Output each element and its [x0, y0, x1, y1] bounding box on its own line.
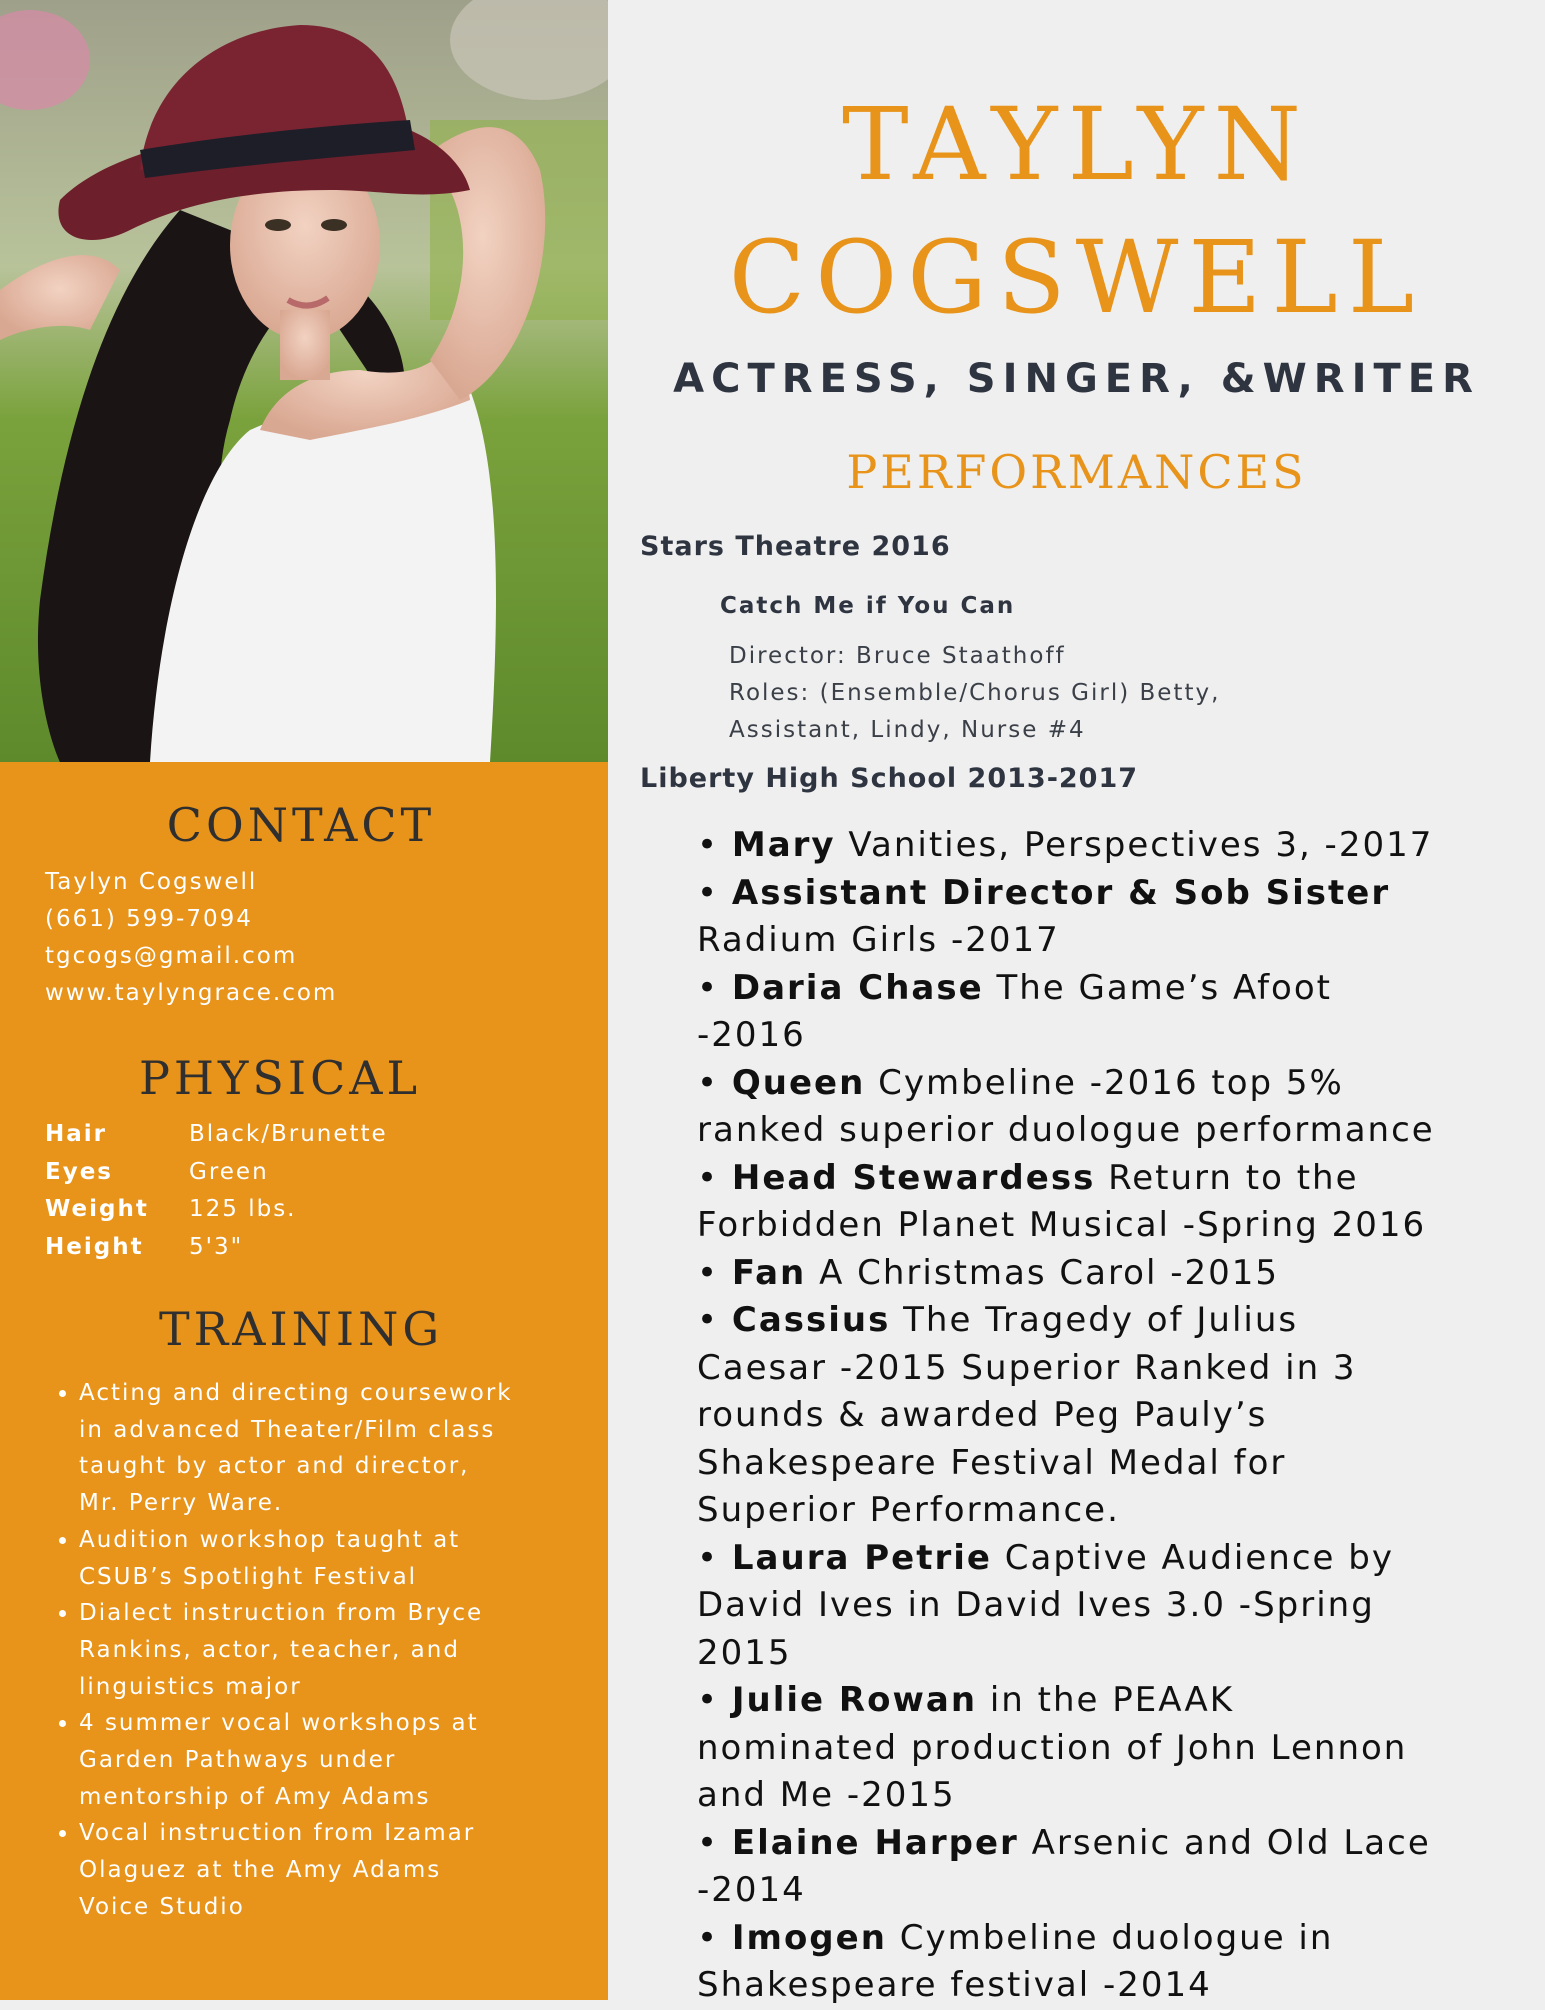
- physical-row: [45, 1154, 388, 1192]
- venue-heading: Stars Theatre 2016: [640, 531, 951, 562]
- physical-label: Weight: [45, 1196, 149, 1222]
- contact-heading: CONTACT: [166, 798, 436, 852]
- physical-heading: PHYSICAL: [138, 1051, 422, 1105]
- performances-heading: PERFORMANCES: [846, 445, 1307, 499]
- role-name: Head Stewardess: [731, 1157, 1096, 1198]
- role-item: • Laura Petrie Captive Audience by David Ives in David Ives 3.0 -Spring 2015: [697, 1537, 1394, 1673]
- physical-value: Green: [189, 1158, 269, 1185]
- role-name: Queen: [731, 1062, 866, 1103]
- role-text: Cymbeline -2016 top 5% ranked superior duologue performance: [697, 1062, 1435, 1150]
- contact-email: tgcogs@gmail.com: [45, 943, 298, 969]
- show-details: [729, 638, 1220, 749]
- role-text: The Game’s Afoot -2016: [697, 967, 1332, 1055]
- role-name: Cassius: [731, 1300, 891, 1340]
- role-name: Imogen: [731, 1917, 887, 1958]
- role-text: Radium Girls -2017: [697, 920, 1060, 960]
- role-text: Captive Audience by David Ives in David Ives 3.0 -Spring 2015: [697, 1537, 1394, 1673]
- role-item: • Cassius The Tragedy of Julius Caesar -2015 Superior Ranked in 3 rounds & awarded Peg Pauly’s Shakespeare Festival Medal for Superior Performance.: [697, 1300, 1357, 1530]
- physical-label: Height: [45, 1233, 144, 1260]
- role-name: Julie Rowan: [731, 1680, 978, 1720]
- training-item: • 4 summer vocal workshops at Garden Pathways under mentorship of Amy Adams: [79, 1705, 519, 1815]
- role-text: A Christmas Carol -2015: [819, 1252, 1280, 1293]
- show-director: Director: Bruce Staathoff: [729, 643, 1066, 669]
- role-item: • Head Stewardess Return to the Forbidden Planet Musical -Spring 2016: [697, 1157, 1427, 1245]
- role-name: Assistant Director & Sob Sister: [731, 872, 1391, 913]
- role-item: • Imogen Cymbeline duologue in Shakespeare festival -2014: [697, 1917, 1334, 2005]
- contact-website: www.taylyngrace.com: [45, 980, 338, 1006]
- show-roles-line: Assistant, Lindy, Nurse #4: [729, 717, 1086, 743]
- role-text: Arsenic and Old Lace -2014: [697, 1822, 1431, 1910]
- training-item: • Audition workshop taught at CSUB’s Spotlight Festival: [79, 1522, 519, 1595]
- show-roles-line: Roles: (Ensemble/Chorus Girl) Betty,: [729, 680, 1221, 706]
- contact-info: [45, 864, 337, 1012]
- role-item: • Mary Vanities, Perspectives 3, -2017: [697, 825, 1434, 865]
- professional-subtitle: ACTRESS, SINGER, &WRITER: [673, 356, 1480, 402]
- role-item: • Fan A Christmas Carol -2015: [697, 1252, 1280, 1293]
- role-text: in the PEAAK nominated production of John Lennon and Me -2015: [697, 1680, 1408, 1815]
- contact-phone: (661) 599-7094: [45, 906, 253, 932]
- first-name: TAYLYN: [842, 86, 1311, 203]
- training-item: • Dialect instruction from Bryce Rankins, actor, teacher, and linguistics major: [79, 1595, 519, 1705]
- physical-value: 125 lbs.: [189, 1196, 297, 1222]
- role-text: Return to the Forbidden Planet Musical -Spring 2016: [697, 1157, 1427, 1245]
- role-item: • Queen Cymbeline -2016 top 5% ranked superior duologue performance: [697, 1062, 1435, 1150]
- physical-value: 5'3": [189, 1233, 244, 1260]
- role-text: Vanities, Perspectives 3, -2017: [848, 825, 1434, 865]
- physical-row: [45, 1229, 388, 1267]
- role-text: Cymbeline duologue in Shakespeare festival -2014: [697, 1917, 1334, 2005]
- physical-label: Eyes: [45, 1158, 113, 1185]
- role-item: • Daria Chase The Game’s Afoot -2016: [697, 967, 1332, 1055]
- physical-table: [45, 1116, 388, 1266]
- name-heading: [608, 78, 1545, 344]
- physical-value: Black/Brunette: [189, 1121, 388, 1147]
- role-name: Daria Chase: [731, 967, 984, 1008]
- role-text: The Tragedy of Julius Caesar -2015 Superior Ranked in 3 rounds & awarded Peg Pauly’s Shakespeare Festival Medal for Superior Performance.: [697, 1300, 1357, 1530]
- training-list: [50, 1375, 519, 1926]
- role-item: • Julie Rowan in the PEAAK nominated production of John Lennon and Me -2015: [697, 1680, 1408, 1815]
- role-name: Elaine Harper: [731, 1822, 1019, 1863]
- training-item: • Acting and directing coursework in advanced Theater/Film class taught by actor and director, Mr. Perry Ware.: [79, 1375, 519, 1522]
- role-item: • Assistant Director & Sob Sister Radium Girls -2017: [697, 872, 1391, 960]
- role-list: [697, 822, 1437, 2010]
- venue-heading: Liberty High School 2013-2017: [640, 763, 1139, 794]
- training-heading: TRAINING: [158, 1302, 444, 1356]
- training-item: • Vocal instruction from Izamar Olaguez at the Amy Adams Voice Studio: [79, 1815, 519, 1925]
- left-sidebar: [0, 0, 608, 2000]
- role-name: Laura Petrie: [731, 1537, 992, 1578]
- contact-name: Taylyn Cogswell: [45, 869, 258, 895]
- show-title: Catch Me if You Can: [720, 593, 1016, 619]
- last-name: COGSWELL: [728, 219, 1425, 336]
- physical-label: Hair: [45, 1121, 107, 1147]
- physical-row: [45, 1191, 388, 1229]
- role-name: Fan: [731, 1252, 807, 1293]
- role-name: Mary: [731, 825, 836, 865]
- role-item: • Elaine Harper Arsenic and Old Lace -2014: [697, 1822, 1431, 1910]
- physical-row: [45, 1116, 388, 1154]
- headshot-photo: [0, 0, 608, 762]
